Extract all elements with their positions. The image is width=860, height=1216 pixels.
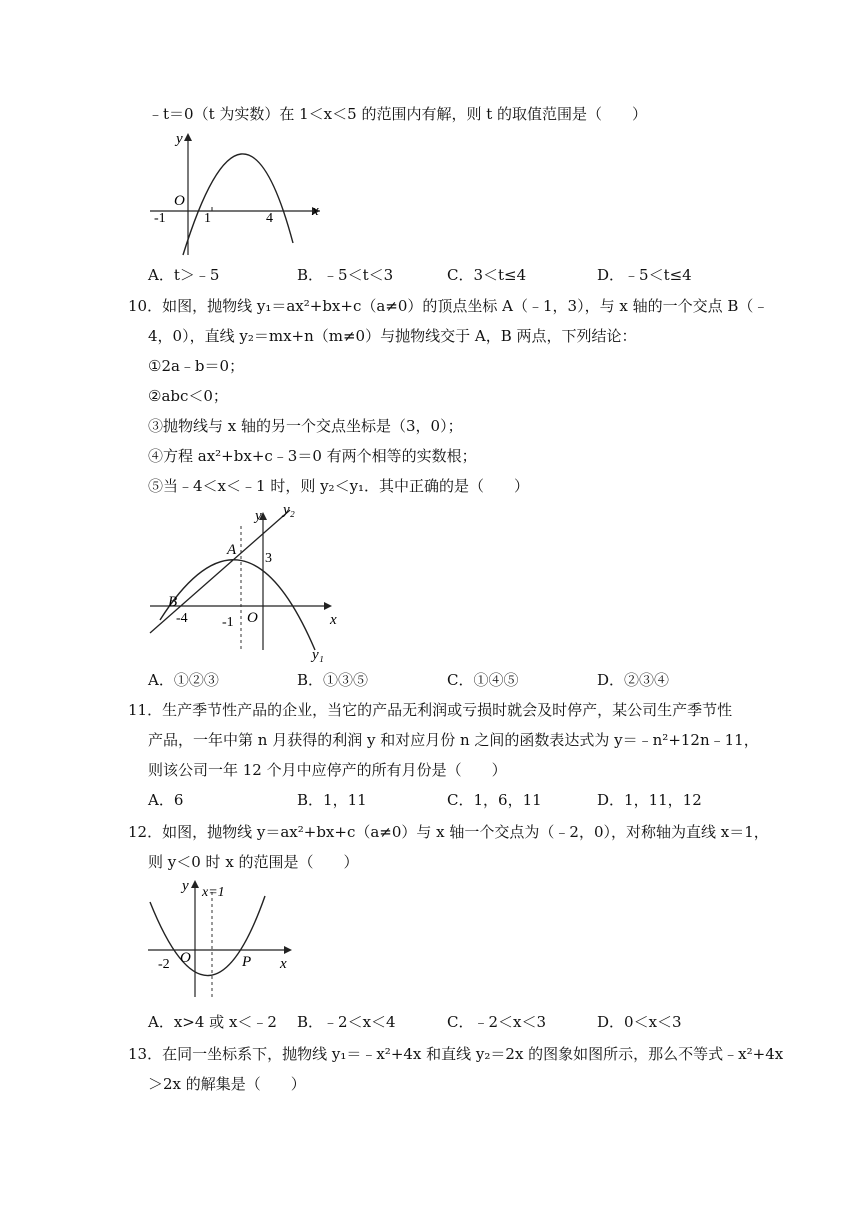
q12-option-c: C．﹣2＜x＜3 — [447, 1013, 547, 1031]
q10-option-a: A．①②③ — [148, 671, 219, 689]
q10-y-label: y — [255, 508, 262, 524]
q10-text-line1: 10．如图，抛物线 y₁＝ax²+bx+c（a≠0）的顶点坐标 A（﹣1，3），与 x 轴的一个交点 B（﹣ — [128, 297, 769, 315]
q9-x-label: x — [312, 203, 319, 219]
q12-figure — [140, 872, 300, 1002]
q11-option-c: C．1，6，11 — [447, 791, 542, 809]
q13-text-line2: ＞2x 的解集是（ ） — [148, 1075, 306, 1093]
q10-point-b: B — [168, 594, 178, 610]
q12-y-label: y — [182, 878, 189, 894]
q10-text-line2: 4，0），直线 y₂＝mx+n（m≠0）与抛物线交于 A，B 两点，下列结论： — [148, 327, 637, 345]
q10-option-c: C．①④⑤ — [447, 671, 519, 689]
q12-axis-x1-label: x=1 — [202, 885, 225, 900]
q11-text-line1: 11．生产季节性产品的企业，当它的产品无利润或亏损时就会及时停产，某公司生产季节性 — [128, 701, 733, 719]
q12-text-line1: 12．如图，抛物线 y＝ax²+bx+c（a≠0）与 x 轴一个交点为（﹣2，0），对称轴为直线 x＝1， — [128, 823, 769, 841]
q11-text-line3: 则该公司一年 12 个月中应停产的所有月份是（ ） — [148, 761, 507, 779]
q11-text-line2: 产品，一年中第 n 月获得的利润 y 和对应月份 n 之间的函数表达式为 y＝﹣n²+12n﹣11， — [148, 731, 759, 749]
q10-tick-neg1: -1 — [222, 615, 234, 630]
q10-tick-3: 3 — [265, 551, 272, 566]
q10-point-a: A — [227, 542, 237, 558]
q9-tick-1: 1 — [204, 211, 211, 226]
q9-y-label: y — [176, 131, 183, 147]
q12-option-b: B．﹣2＜x＜4 — [297, 1013, 396, 1031]
q12-origin-label: O — [180, 950, 191, 966]
q10-item-3: ③抛物线与 x 轴的另一个交点坐标是（3，0）； — [148, 417, 463, 435]
q11-option-b: B．1，11 — [297, 791, 367, 809]
q10-item-4: ④方程 ax²+bx+c﹣3＝0 有两个相等的实数根； — [148, 447, 477, 465]
q10-option-d: D．②③④ — [597, 671, 670, 689]
q9-tick-4: 4 — [266, 211, 273, 226]
q10-x-label: x — [330, 612, 337, 628]
q9-text-line1: ﹣t＝0（t 为实数）在 1＜x＜5 的范围内有解，则 t 的取值范围是（ ） — [148, 105, 648, 123]
q10-y1-label: y₁ — [312, 647, 324, 663]
q10-figure — [140, 500, 350, 665]
q11-option-d: D．1，11，12 — [597, 791, 702, 809]
q9-option-d: D．﹣5＜t≤4 — [597, 266, 692, 284]
q12-text-line2: 则 y＜0 时 x 的范围是（ ） — [148, 853, 359, 871]
q10-item-1: ①2a﹣b＝0； — [148, 357, 245, 375]
q9-tick-neg1: -1 — [154, 211, 166, 226]
q9-figure — [140, 125, 340, 265]
q10-item-2: ②abc＜0； — [148, 387, 228, 405]
q12-option-a: A．x>4 或 x＜﹣2 — [148, 1013, 277, 1031]
q12-x-label: x — [280, 956, 287, 972]
q10-tick-neg4: -4 — [176, 611, 188, 626]
q10-option-b: B．①③⑤ — [297, 671, 369, 689]
q9-origin-label: O — [174, 193, 185, 209]
q10-y2-label: y₂ — [283, 502, 295, 518]
q12-point-p: P — [242, 954, 252, 970]
q10-origin-label: O — [247, 610, 258, 626]
q9-option-b: B．﹣5＜t＜3 — [297, 266, 394, 284]
q9-option-a: A．t＞﹣5 — [148, 266, 220, 284]
q9-option-c: C．3＜t≤4 — [447, 266, 527, 284]
q12-option-d: D．0＜x＜3 — [597, 1013, 682, 1031]
q12-tick-neg2: -2 — [158, 957, 170, 972]
q10-item-5: ⑤当﹣4＜x＜﹣1 时，则 y₂＜y₁．其中正确的是（ ） — [148, 477, 530, 495]
q13-text-line1: 13．在同一坐标系下，抛物线 y₁＝﹣x²+4x 和直线 y₂＝2x 的图象如图所示，那么不等式﹣x²+4x — [128, 1045, 784, 1063]
q11-option-a: A．6 — [148, 791, 184, 809]
